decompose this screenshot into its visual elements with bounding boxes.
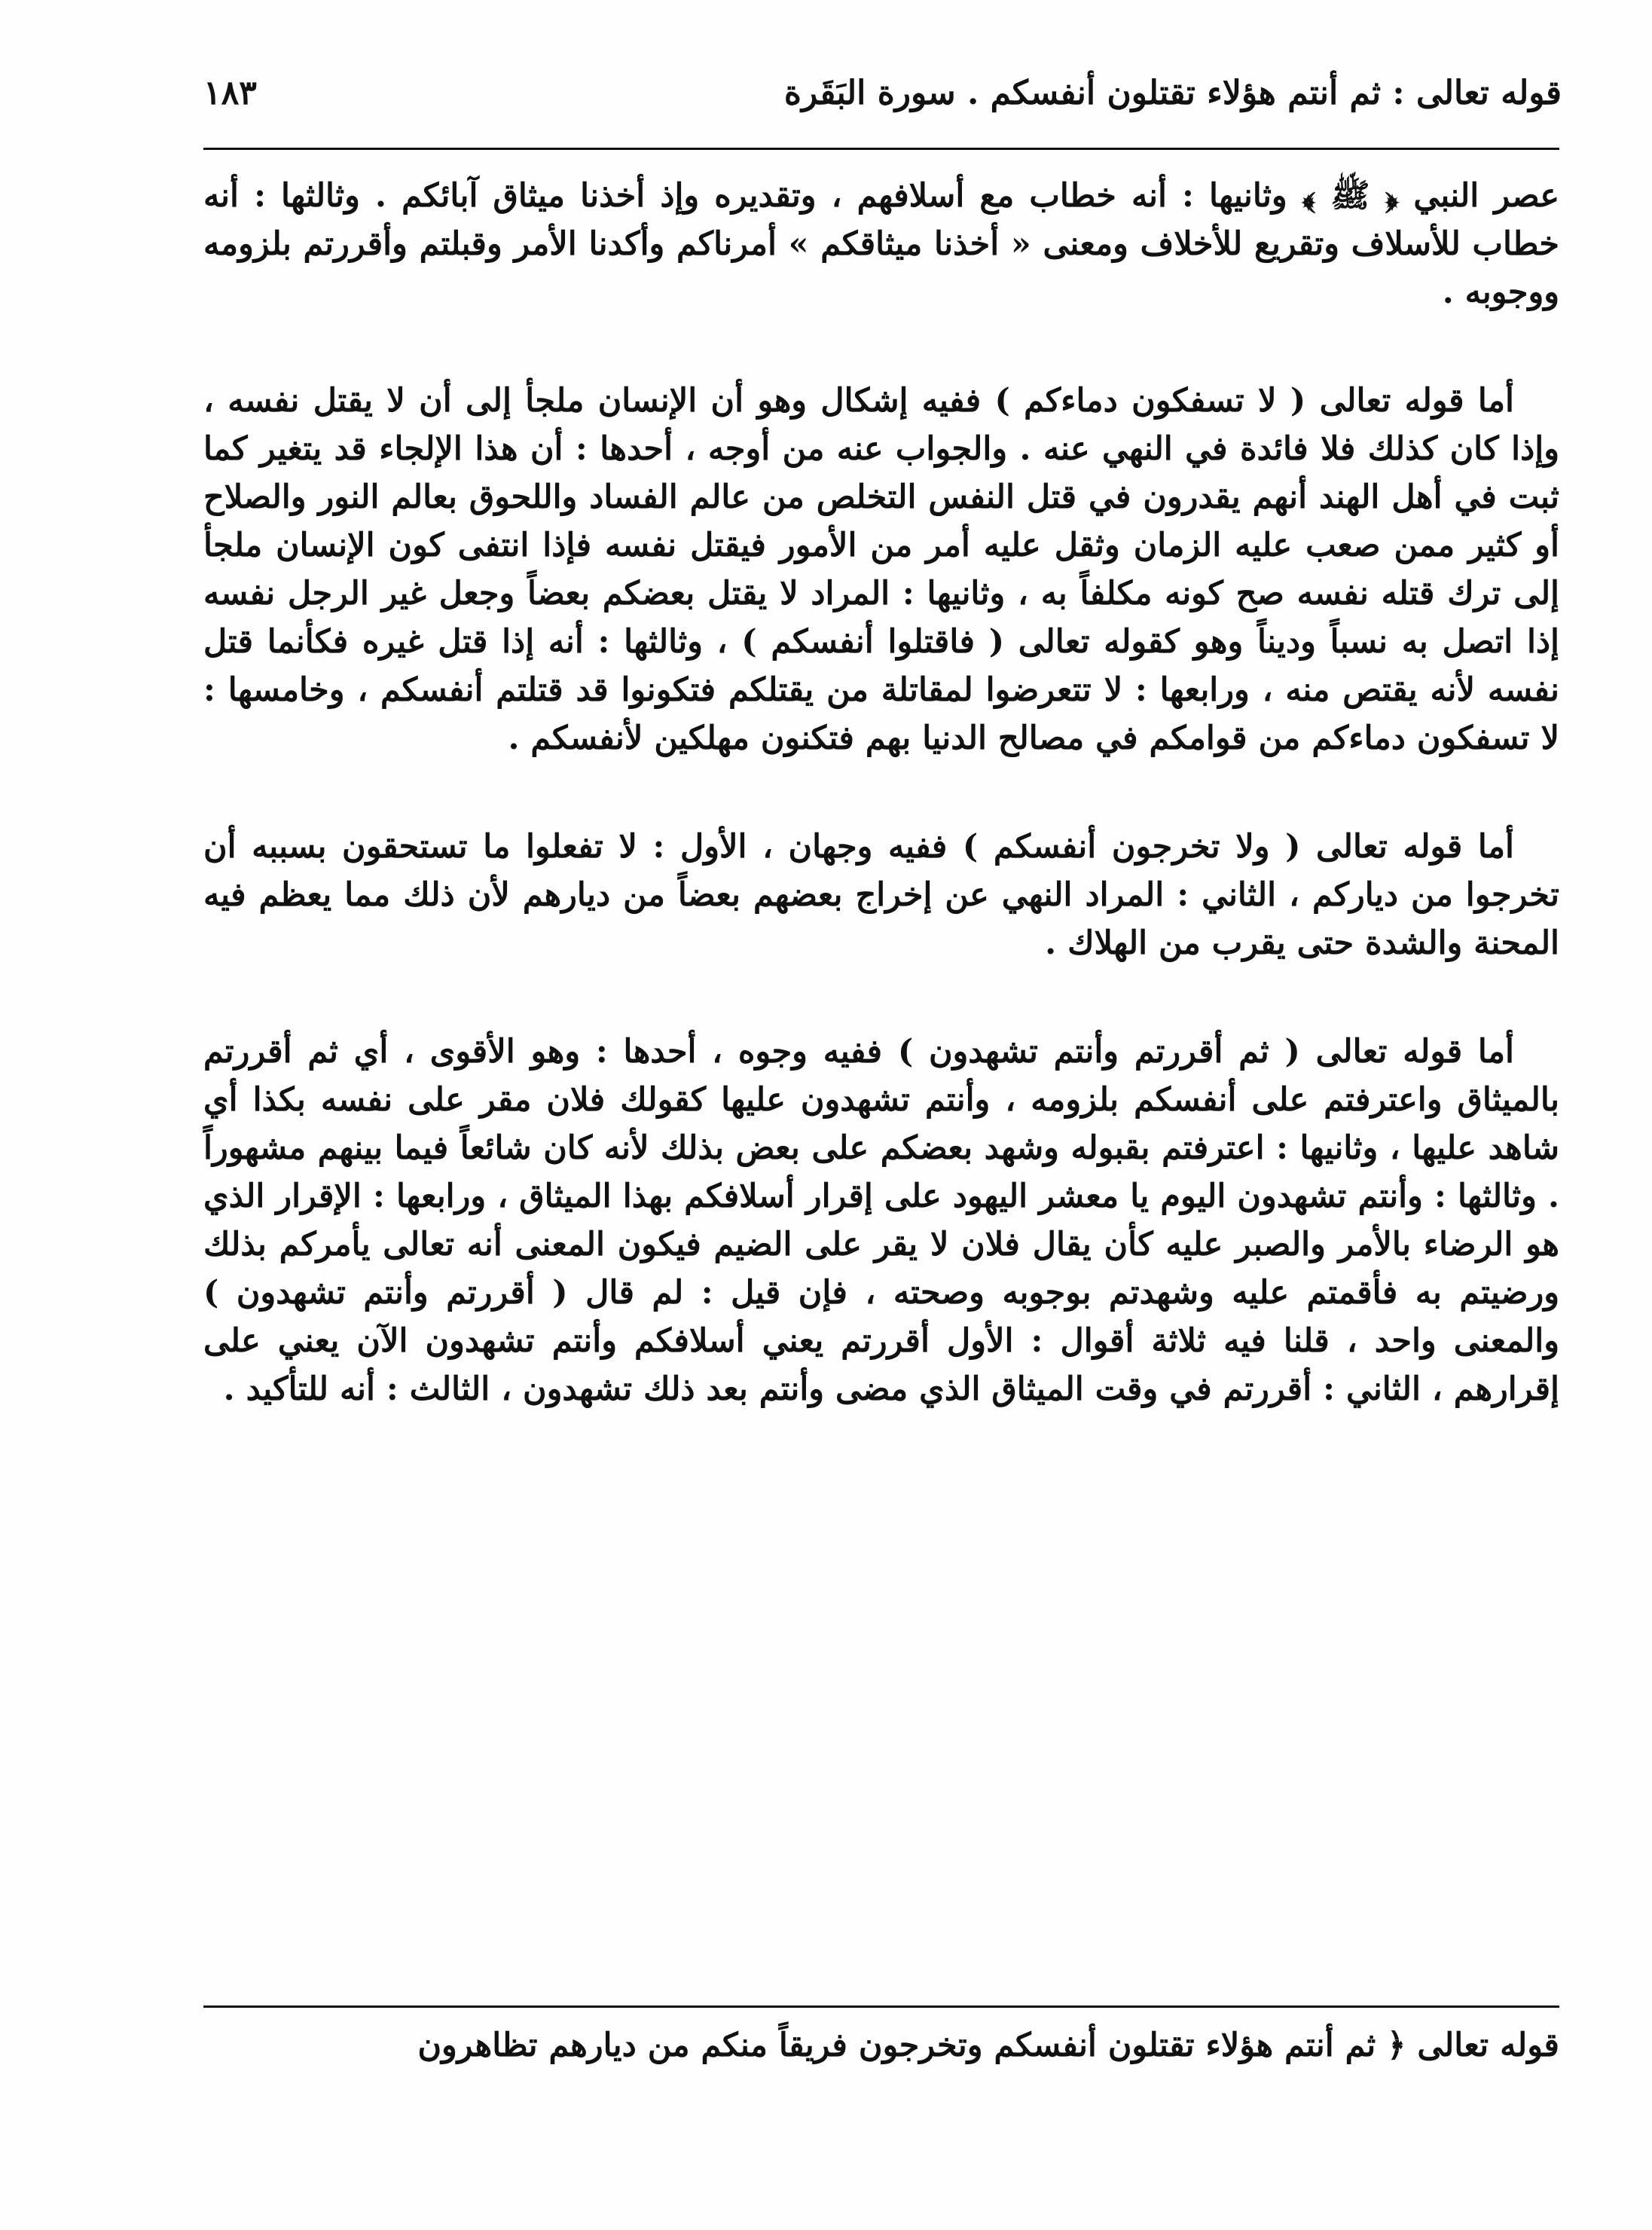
text-line: ثم أقررتم بالميثاق واعترفتم على أنفسكم بلزومه ، وأنتم تشهدون عليها كقولك فلان مقر (203, 1033, 1559, 1119)
paragraph-3 (203, 823, 1559, 967)
text-line: أما قوله تعالى ( لا تسفكون دماءكم ) ففيه إشكال وهو أن الإنسان ملجأ إلى أن لا يقتل (313, 382, 1514, 420)
text-line: لا يقر على الضيم فيكون المعنى أنه تعالى يأمركم بذلك ورضيتم به فأقمتم عليه وشهدتم (203, 1226, 1559, 1312)
text-line: أسلافكم بهذا الميثاق ، ورابعها : الإقرار الذي هو الرضاء بالأمر والصبر عليه كأن يقال فلان (203, 1178, 1559, 1263)
text-line: أقوال : الأول أقررتم يعني أسلافكم وأنتم تشهدون الآن يعني على إقرارهم ، الثاني : (203, 1322, 1559, 1408)
page-header (203, 59, 1562, 127)
running-header-title: قوله تعالى : ثم أنتم هؤلاء تقتلون أنفسكم . سورة البَقَرة (783, 73, 1562, 112)
text-line: الإلجاء قد يتغير كما ثبت في أهل الهند أنهم يقدرون في قتل النفس التخلص من عالم الفساد (203, 430, 1559, 516)
text-line: واللحوق بعالم النور والصلاح أو كثير ممن صعب عليه الزمان وثقل عليه أمر من الأمور فيقتل (203, 478, 1559, 564)
text-line: وثالثها : أنه خطاب للأسلاف وتقريع للأخلاف ومعنى « أخذنا ميثاقكم » أمرناكم وأكدنا (203, 177, 1559, 263)
paragraph-1 (203, 172, 1559, 316)
header-divider (203, 148, 1559, 150)
text-line: أنفسكم ) ، وثالثها : أنه إذا قتل غيره فكأنما قتل نفسه لأنه يقتص منه ، ورابعها : لا (203, 623, 1559, 709)
text-line: قوامكم في مصالح الدنيا بهم فتكنون مهلكين لأنفسكم . (508, 719, 1247, 757)
text-line: عصر النبي ﴿ ﷺ ﴾ وثانيها : أنه خطاب مع أسلافهم ، وتقديره وإذ أخذنا ميثاق آبائكم . (375, 177, 1559, 215)
text-line: الأمر وقبلتم وأقررتم بلزومه ووجوبه . (203, 225, 1559, 311)
text-line: لأنه كان شائعاً فيما بينهم مشهوراً . وثالثها : وأنتم تشهدون اليوم يا معشر اليهود على إقرار (203, 1129, 1559, 1215)
text-line: يقتل بعضكم بعضاً وجعل غير الرجل نفسه إذا اتصل به نسباً وديناً وهو كقوله تعالى ( فاقتلوا (203, 575, 1559, 661)
text-line: أما قوله تعالى ( ثم أقررتم وأنتم تشهدون ) ففيه وجوه ، أحدها : وهو الأقوى ، أي (353, 1033, 1514, 1071)
text-line: أقررتم في وقت الميثاق الذي مضى وأنتم بعد ذلك تشهدون ، الثالث : أنه للتأكيد . (223, 1370, 1312, 1408)
text-line: أما قوله تعالى ( ولا تخرجون أنفسكم ) ففيه وجهان ، الأول : لا تفعلوا ما تستحقون (342, 828, 1514, 866)
text-line: نفسه ، وإذا كان كذلك فلا فائدة في النهي عنه . والجواب عنه من أوجه ، أحدها : أن هذا (203, 382, 1559, 468)
page-number: ١٨٣ (203, 73, 257, 112)
main-text (203, 172, 1559, 1413)
paragraph-2 (203, 377, 1559, 762)
text-line: على نفسه بكذا أي شاهد عليها ، وثانيها : اعترفتم بقبوله وشهد بعضكم على بعض بذلك (203, 1081, 1559, 1167)
text-line: بسببه أن تخرجوا من دياركم ، الثاني : المراد النهي عن إخراج بعضهم بعضاً من ديارهم لأن (203, 828, 1559, 914)
next-verse-footer: قوله تعالى ﴿ ثم أنتم هؤلاء تقتلون أنفسكم وتخرجون فريقاً منكم من ديارهم تظاهرون (417, 2027, 1559, 2064)
footer-divider (203, 2005, 1559, 2008)
text-line: ذلك مما يعظم فيه المحنة والشدة حتى يقرب من الهلاك . (203, 876, 1559, 962)
text-line: بوجوبه وصحته ، فإن قيل : لم قال ( أقررتم وأنتم تشهدون ) والمعنى واحد ، قلنا فيه ثلاثة (203, 1274, 1559, 1360)
text-line: نفسه فإذا انتفى كون الإنسان ملجأ إلى ترك قتله نفسه صح كونه مكلفاً به ، وثانيها : المراد لا (203, 527, 1559, 612)
paragraph-4 (203, 1028, 1559, 1413)
text-line: تتعرضوا لمقاتلة من يقتلكم فتكونوا قد قتلتم أنفسكم ، وخامسها : لا تسفكون دماءكم من (203, 671, 1559, 757)
